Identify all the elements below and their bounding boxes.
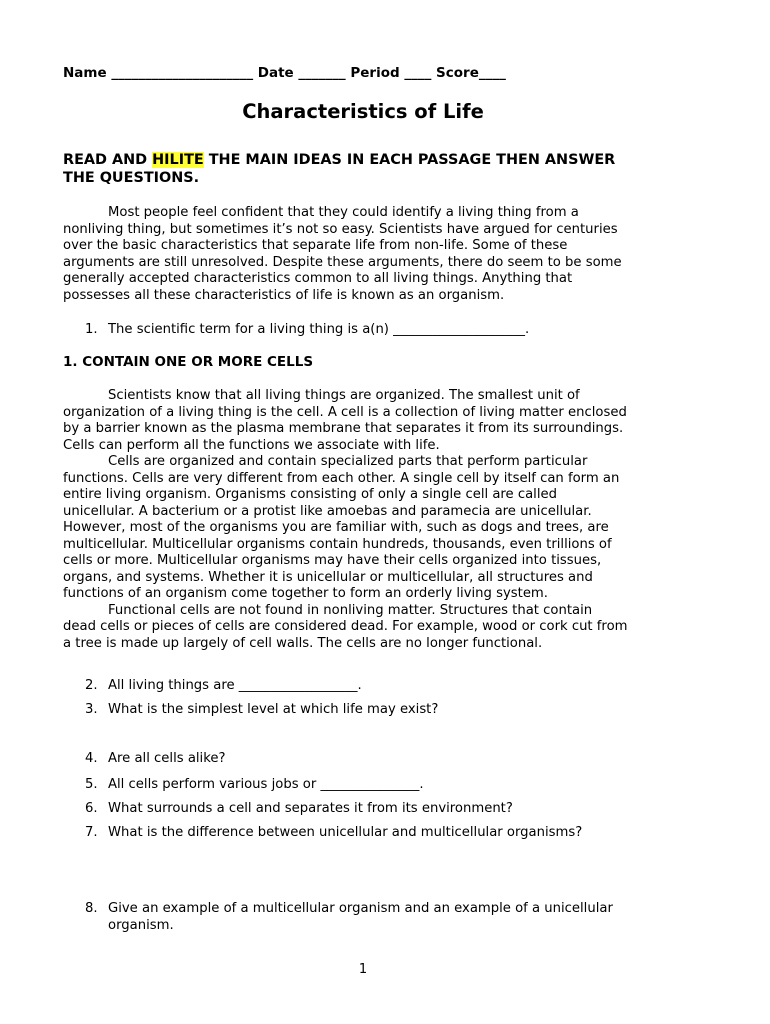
passage-line: functions of an organism come together to form an orderly living system. xyxy=(63,586,548,601)
student-info-header: Name _____________________ Date _______ Period ____ Score____ xyxy=(63,65,506,81)
question-text: All living things are __________________. xyxy=(108,678,362,693)
passage-line: nonliving thing, but sometimes it’s not so easy. Scientists have argued for centuries xyxy=(63,221,618,237)
question-5 xyxy=(85,777,424,794)
passage-line: by a barrier known as the plasma membrane that separates it from its surroundings. xyxy=(63,421,624,436)
instructions-text-end: THE MAIN IDEAS IN EACH PASSAGE THEN ANSWER xyxy=(203,152,616,168)
question-number: 3. xyxy=(85,702,98,717)
question-number: 6. xyxy=(85,801,98,816)
passage-line: functions. Cells are very different from each other. A single cell by itself can form an xyxy=(63,470,620,486)
passage-line: possesses all these characteristics of life is known as an organism. xyxy=(63,287,505,303)
question-text: What surrounds a cell and separates it from its environment? xyxy=(108,801,513,816)
question-6 xyxy=(85,801,513,818)
question-7 xyxy=(85,825,582,842)
passage-line: cells or more. Multicellular organisms may have their cells organized into tissues, xyxy=(63,553,602,568)
question-1 xyxy=(85,322,529,339)
question-number: 1. xyxy=(85,322,98,337)
instructions xyxy=(63,152,663,187)
passage-line: However, most of the organisms you are familiar with, such as dogs and trees, are xyxy=(63,520,609,535)
passage-line: dead cells or pieces of cells are considered dead. For example, wood or cork cut from xyxy=(63,619,628,634)
question-number: 2. xyxy=(85,678,98,693)
question-text-continued: organism. xyxy=(108,917,174,933)
question-text: All cells perform various jobs or _______________. xyxy=(108,777,424,792)
instructions-line-2: THE QUESTIONS. xyxy=(63,169,200,186)
passage-line: organization of a living thing is the cell. A cell is a collection of living matter enclosed xyxy=(63,404,627,420)
question-8 xyxy=(85,901,613,934)
intro-passage xyxy=(63,205,703,304)
passage-line: over the basic characteristics that separate life from non-life. Some of these xyxy=(63,238,568,253)
question-text: The scientific term for a living thing is a(n) ____________________. xyxy=(108,322,530,337)
passage-line: organs, and systems. Whether it is unicellular or multicellular, all structures and xyxy=(63,569,593,585)
passage-line: arguments are still unresolved. Despite these arguments, there do seem to be some xyxy=(63,254,622,270)
question-text: Give an example of a multicellular organism and an example of a unicellular xyxy=(108,901,613,916)
page-title: Characteristics of Life xyxy=(242,100,484,123)
passage-line: Most people feel confident that they could identify a living thing from a xyxy=(108,205,579,220)
question-number: 7. xyxy=(85,825,98,840)
passage-line: multicellular. Multicellular organisms contain hundreds, thousands, even trillions of xyxy=(63,536,612,552)
instructions-text-start: READ AND xyxy=(63,152,153,168)
highlighted-word: HILITE xyxy=(152,152,204,168)
question-2 xyxy=(85,678,362,695)
question-text: What is the difference between unicellular and multicellular organisms? xyxy=(108,825,583,840)
passage-line: entire living organism. Organisms consisting of only a single cell are called xyxy=(63,487,557,502)
passage-line: generally accepted characteristics common to all living things. Anything that xyxy=(63,271,573,286)
passage-line: Functional cells are not found in nonliving matter. Structures that contain xyxy=(108,602,593,618)
passage-line: Cells can perform all the functions we associate with life. xyxy=(63,437,440,453)
question-text: Are all cells alike? xyxy=(108,751,226,766)
question-number: 8. xyxy=(85,901,98,916)
passage-line: Scientists know that all living things are organized. The smallest unit of xyxy=(108,388,580,403)
question-text: What is the simplest level at which life may exist? xyxy=(108,702,439,717)
section-heading-cells: 1. CONTAIN ONE OR MORE CELLS xyxy=(63,354,314,370)
passage-line: Cells are organized and contain specialized parts that perform particular xyxy=(108,454,588,469)
passage-line: a tree is made up largely of cell walls. The cells are no longer functional. xyxy=(63,635,543,651)
question-number: 4. xyxy=(85,751,98,766)
passage-line: unicellular. A bacterium or a protist like amoebas and paramecia are unicellular. xyxy=(63,503,592,519)
question-4 xyxy=(85,751,226,768)
page-number: 1 xyxy=(358,962,368,977)
question-number: 5. xyxy=(85,777,98,792)
cells-passage xyxy=(63,388,703,652)
question-3 xyxy=(85,702,438,719)
